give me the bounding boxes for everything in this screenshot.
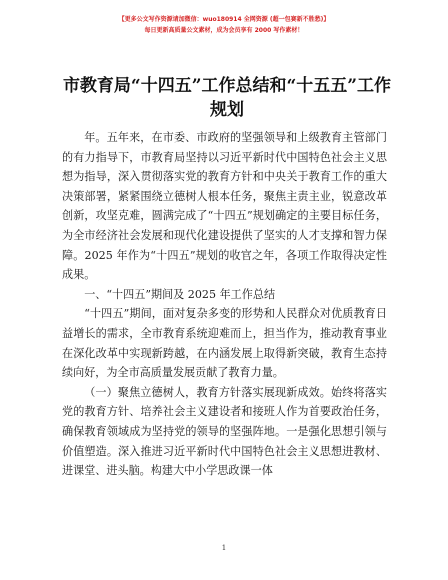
section-heading: 一、“十四五”期间及 2025 年工作总结 [84,287,276,301]
document-title: 市教育局“十四五”工作总结和“十五五”工作规划 [62,76,392,120]
paragraph-overview: “十四五”期间，面对复杂多变的形势和人民群众对优质教育日益增长的需求，全市教育系统迎难而上，担当作为，推动教育事业在深化改革中实现新跨越，在内涵发展上取得新突破，教育生态持续向好，为全市高质量发展贡献了教育力量。 [62,307,387,380]
banner-line-2: 每日更新高质量公文素材，成为会员享有 2000 写作素材！ [144,27,304,34]
paragraph-subsection-1: （一）聚焦立德树人，教育方针落实展现新成效。始终将落实党的教育方针、培养社会主义建设者和接班人作为首要政治任务，确保教育领域成为坚持党的领导的坚强阵地。一是强化思想引领与价值塑造。深入推进习近平新时代中国特色社会主义思想进教材、进课堂、进头脑。构建大中小学思政课一体 [62,385,387,478]
banner-line-1: 【更多公文写作资源请加微信：wuo180914 全网资源 (超一包赛新不胜愁)】 [118,16,330,23]
page-number: 1 [221,544,227,552]
header-banner [0,14,448,36]
paragraph-intro: 年。五年来，在市委、市政府的坚强领导和上级教育主管部门的有力指导下，市教育局坚持以习近平新时代中国特色社会主义思想为指导，深入贯彻落实党的教育方针和中央关于教育工作的重大决策部署，紧紧围绕立德树人根本任务，聚焦主责主业，锐意改革创新，攻坚克难，圆满完成了“十四五”规划确定的主要目标任务，为全市经济社会发展和现代化建设提供了坚实的人才支撑和智力保障。2025 年作为“十四五”规划的收官之年，各项工作取得决定性成果。 [62,131,387,282]
document-body [62,128,387,481]
